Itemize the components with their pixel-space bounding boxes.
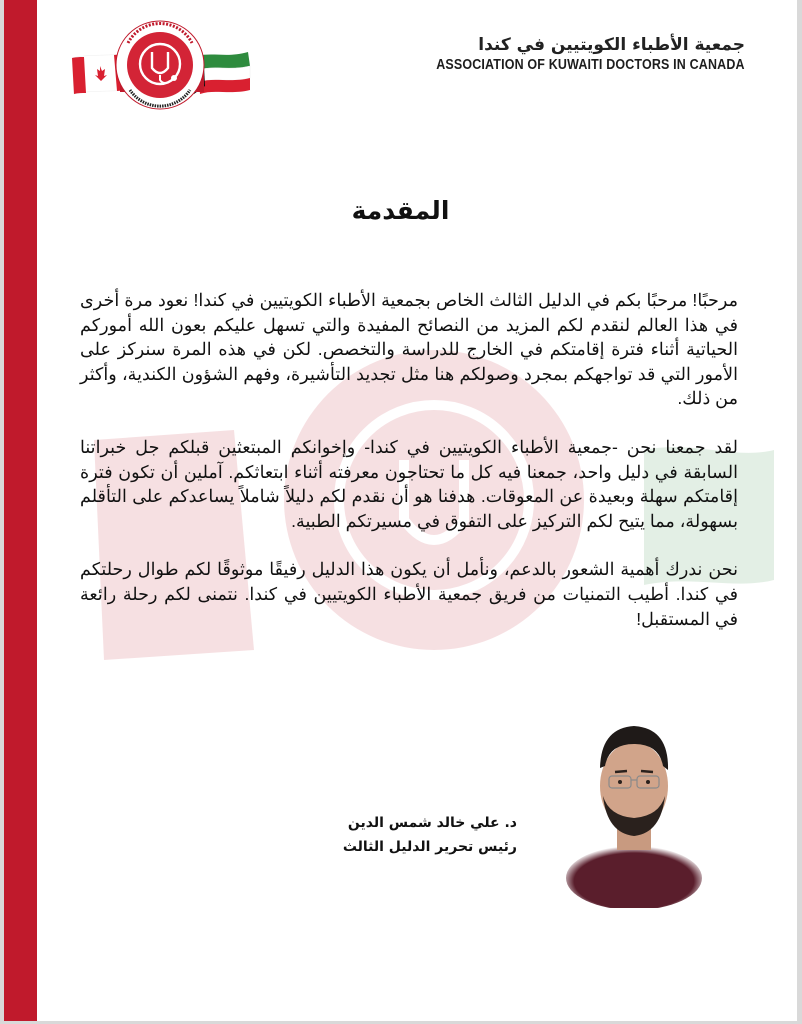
organization-header <box>386 34 745 74</box>
paragraph-welcome: مرحبًا! مرحبًا بكم في الدليل الثالث الخاص بجمعية الأطباء الكويتيين في كندا! نعود مرة أخرى في هذا العالم لنقدم لكم المزيد من النصائح المفيدة والتي تسهل عليكم بعون الله أموركم الحياتية أثناء فترة إقامتكم في الخارج للدراسة والتخصص. لكن في هذه المرة سنركز على الأمور التي قد تواجهكم بمجرد وصولكم هنا مثل تجديد التأشيرة، وفهم الشؤون الكندية، وأكثر من ذلك. <box>80 290 738 409</box>
association-logo <box>68 18 252 112</box>
introduction-body <box>80 288 738 655</box>
document-page <box>4 0 797 1021</box>
paragraph-guide-purpose: لقد جمعنا نحن -جمعية الأطباء الكويتيين في كندا- وإخوانكم المبتعثين قبلكم جل خبراتنا السابقة في دليل واحد، جمعنا فيه كل ما تحتاجون معرفته أثناء ابتعاثكم. آملين أن تكون فترة إقامتكم سهلة وبعيدة عن المعوقات. هدفنا هو أن نقدم لكم دليلاً شاملاً يساعدكم على التأقلم بسهولة، مما يتيح لكم التركيز على التفوق في مسيرتكم الطبية. <box>80 436 738 531</box>
signature-block <box>343 811 517 859</box>
signature-name: د. علي خالد شمس الدين <box>347 815 517 831</box>
org-name-english: ASSOCIATION OF KUWAITI DOCTORS IN CANADA <box>436 57 745 73</box>
editor-portrait-photo <box>559 708 709 908</box>
side-accent-bar <box>4 0 37 1021</box>
signature-role: رئيس تحرير الدليل الثالث <box>342 839 517 855</box>
org-name-arabic: جمعية الأطباء الكويتيين في كندا <box>478 35 745 55</box>
page-title: المقدمة <box>351 196 450 225</box>
paragraph-closing: نحن ندرك أهمية الشعور بالدعم، ونأمل أن يكون هذا الدليل رفيقًا موثوقًا لكم طوال رحلتكم في كندا. أطيب التمنيات من فريق جمعية الأطباء الكويتيين في كندا. نتمنى لكم رحلة رائعة في المستقبل! <box>80 559 738 629</box>
